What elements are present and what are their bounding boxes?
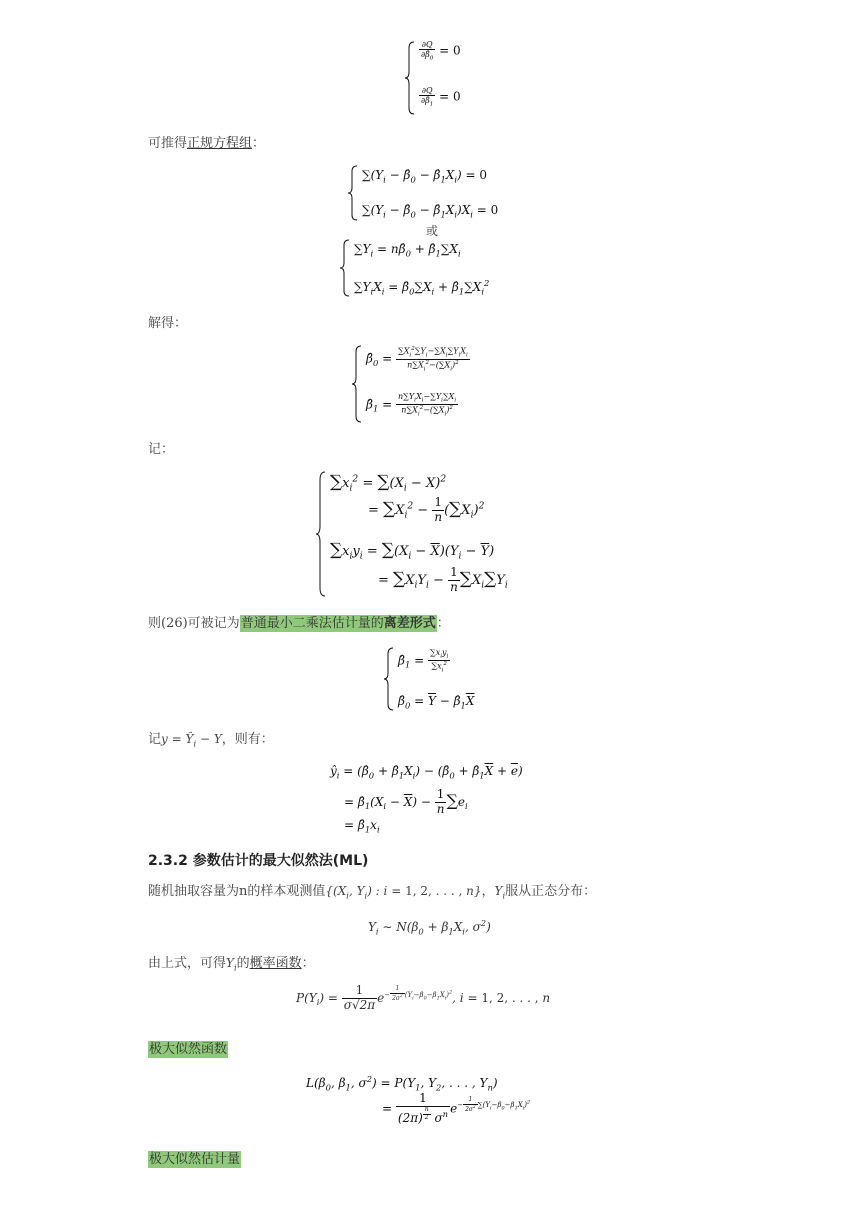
left-brace-icon [352,344,362,424]
equation-normal-distribution: $Y_i$ ∼ $N(\beta_0 + \beta_1X_i$, $\sigma^2$) [368,918,491,937]
text-span: ，则有： [221,732,274,747]
paragraph-likelihood-estimator [148,1148,241,1167]
paragraph-deviation-form [148,612,450,631]
text-span: ： [436,616,450,631]
equation-partial-derivatives: $\frac{\partial Q}{\partial\betâ_0}$ = 0 $\frac{\partial Q}{\partial\betâ_1}$ = 0 [405,40,485,116]
probability-function-term: 概率函数 [249,956,302,971]
left-brace-icon [384,646,394,712]
text-span: ： [301,956,315,971]
equation-deviation-definitions: $\sum x_i^2 = \sum(X_i - X)^2$ = $\sum X_i^2$ − $\frac{1}{n}$ $(\sum X_i)^2$ $\sum x_iy_i = \sum(X_i - \overline{X})(Y_i - \overline{Y})$ = $\sum X_iY_i$ − $\frac{1}{n}$ $\sum X_i\sum Y_i$ [316,470,566,598]
paragraph-probability-function: 由上式，可得$Y_i$的概率函数： [148,956,315,973]
text-span: 由上式，可得 [148,956,227,971]
section-heading-ml: 2.3.2 参数估计的最大似然法(ML) [148,853,369,869]
left-brace-icon [316,470,326,598]
left-brace-icon [405,40,415,116]
deviation-form-term: 离差形式 [383,616,436,631]
equation-deviation-estimators: $\betâ_1$ = $\frac{\sum x_iy_i}{\sum x_i^2}$ $\betâ_0 = \overline{Y}$ − $\betâ_1\overline{X}$ [384,646,504,712]
left-brace-icon [348,164,358,222]
paragraph-normal-equations [148,132,265,151]
text-span: 记 [148,732,162,747]
paragraph-solved: 解得： [148,316,188,331]
paragraph-sample: 随机抽取容量为n的样本观测值{($X_i$, $Y_i$) : i = 1, 2, . . . , n}，$Y_i$服从正态分布： [148,884,597,901]
highlight-likelihood-function: 极大似然函数 [149,1042,228,1057]
left-brace-icon [340,238,350,298]
highlight-ols-estimator [240,615,437,632]
paragraph-note: 记： [148,442,175,457]
equation-normal-system-a: $\sum(Y_i$ − $\betâ_0$ − $\betâ_1X_i) = 0$ $\sum(Y_i$ − $\betâ_0$ − $\betâ_1X_i)X_i = 0$ [348,164,548,222]
or-label: 或 [426,224,439,238]
text-span: 随机抽取容量为n的样本观测值 [148,884,326,899]
equation-y-hat-derivation: $ŷ_i$ = ($\betâ_0$ + $\betâ_1X_i$) − ($\betâ_0$ + $\betâ_1\overline{X} + \overline{e}$) = $\betâ_1(X_i - \overline{X})$ − $\frac{1}{n}$ $\sum e_i$ = $\betâ_1x_i$ [330,764,523,835]
text-span: 可推得 [148,136,188,151]
text-span: 普通最小二乘法估计量的 [240,616,384,631]
equation-likelihood: $L(\beta_0$, $\beta_1$, $\sigma^2) = P(Y_1$, $Y_2$, . . . , $Y_n$) = 1 (2π) $^{\frac{n}{2}}$ $\sigma^n$ $e^{- \frac{1}{2\sigma^2} \sum(Y_i-\beta_0-\beta_1X_i)^2}$ [306,1074,531,1125]
equation-probability-density: $P(Y_i)$ = $\frac{1}{\sigma√2\pi}$ $e^{- \frac{1}{2\sigma^2} (Y_i-\beta_0-\beta_1X_i)^2}$, i = 1, 2, . . . , n [296,983,551,1012]
text-span: 的 [236,956,250,971]
normal-equations-term: 正规方程组 [187,136,253,151]
text-span: 则(26)可被记为 [148,616,240,631]
equation-normal-system-b: $\sum Y_i$ = $n\betâ_0$ + $\betâ_1\sum X_i$ $\sum Y_iX_i$ = $\betâ_0\sum X_i$ + $\betâ_1\sum X_i^2$ [340,238,550,298]
text-span: ： [252,136,266,151]
highlight-likelihood-estimator: 极大似然估计量 [149,1152,241,1167]
text-span: ， [481,884,495,899]
paragraph-likelihood-function [148,1038,228,1057]
text-span: 服从正态分布： [505,884,597,899]
paragraph-define-y: 记$y = Ŷ_i - Y$，则有： [148,732,274,749]
equation-solutions: $\betâ_0$ = $\frac{\sum X_i^2\sum Y_i-\sum X_i\sum Y_iX_i}{n\sum X_i^2-(\sum X_i)^2}$ $\betâ_1$ = $\frac{n\sum Y_iX_i-\sum Y_i\sum X_i}{n\sum X_i^2-(\sum X_i)^2}$ [352,344,532,424]
